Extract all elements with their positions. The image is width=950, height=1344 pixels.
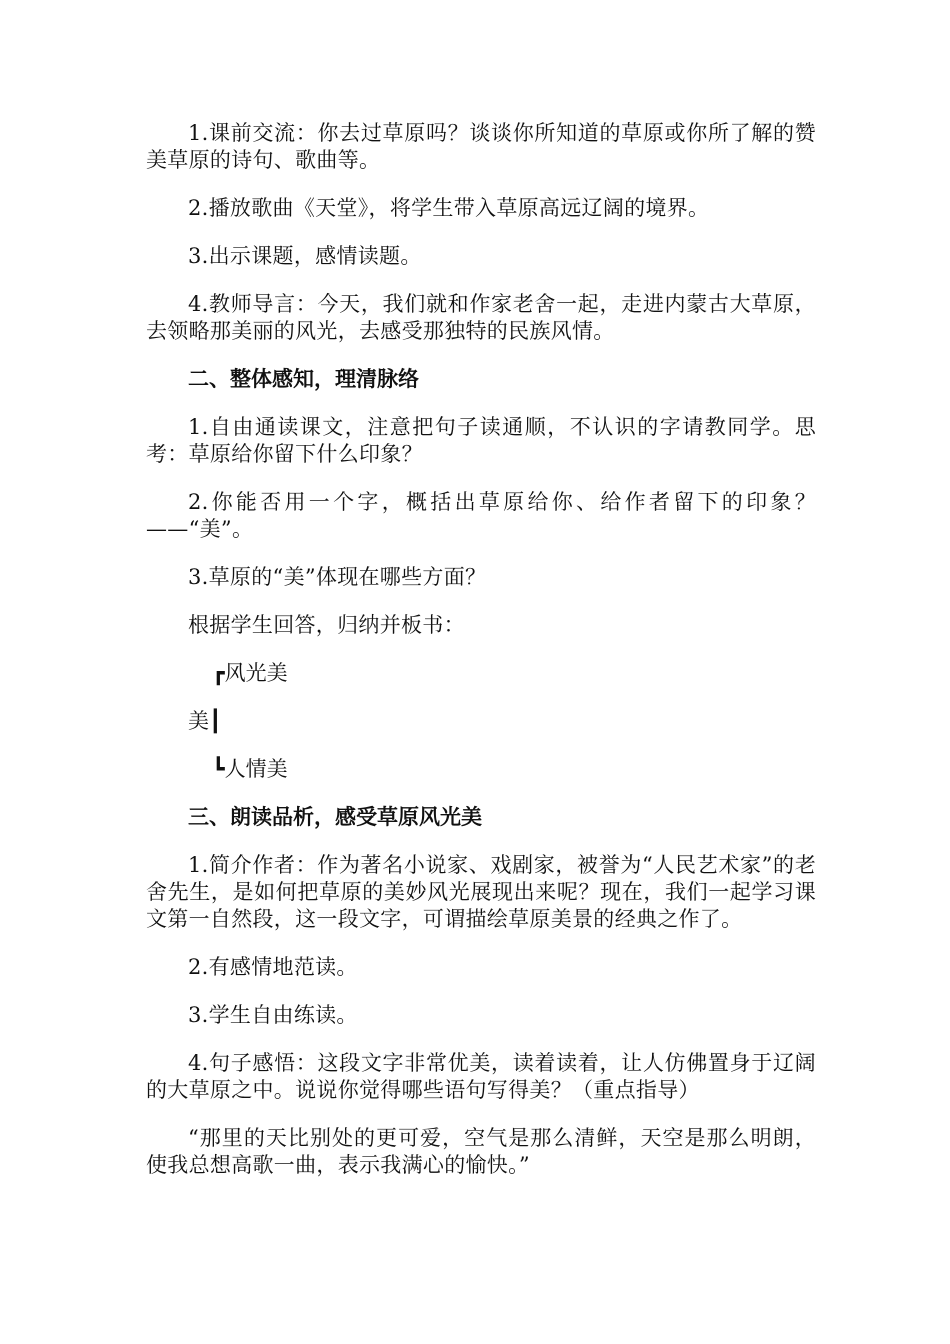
board-line-scenery: ┏风光美 — [212, 661, 288, 685]
paragraph-show-title: 3.出示课题，感情读题。 — [188, 244, 422, 268]
section-heading-2: 二、整体感知，理清脉络 — [188, 367, 419, 391]
paragraph-play-song: 2.播放歌曲《天堂》，将学生带入草原高远辽阔的境界。 — [188, 196, 710, 220]
paragraph-sentence-insight: 4.句子感悟：这段文字非常优美，读着读着，让人仿佛置身于辽阔的大草原之中。说说你觉得哪些语句写得美？（重点指导） — [146, 1051, 816, 1102]
paragraph-pre-class-talk: 1.课前交流：你去过草原吗？谈谈你所知道的草原或你所了解的赞美草原的诗句、歌曲等。 — [146, 121, 816, 172]
paragraph-free-reading: 1.自由通读课文，注意把句子读通顺，不认识的字请教同学。思考：草原给你留下什么印象？ — [146, 415, 816, 466]
board-line-people: ┗人情美 — [212, 757, 288, 781]
paragraph-author-intro: 1.简介作者：作为著名小说家、戏剧家，被誉为“人民艺术家”的老舍先生，是如何把草原的美妙风光展现出来呢？现在，我们一起学习课文第一自然段，这一段文字，可谓描绘草原美景的经典之作了。 — [146, 853, 816, 931]
paragraph-board-intro: 根据学生回答，归纳并板书： — [188, 613, 465, 637]
section-heading-3: 三、朗读品析，感受草原风光美 — [188, 805, 482, 829]
paragraph-free-practice: 3.学生自由练读。 — [188, 1003, 358, 1027]
board-line-beauty: 美┃ — [188, 709, 222, 733]
paragraph-quote: “那里的天比别处的更可爱，空气是那么清鲜，天空是那么明朗，使我总想高歌一曲，表示我满心的愉快。” — [146, 1126, 816, 1177]
paragraph-model-reading: 2.有感情地范读。 — [188, 955, 358, 979]
paragraph-teacher-intro: 4.教师导言：今天，我们就和作家老舍一起，走进内蒙古大草原，去领略那美丽的风光，去感受那独特的民族风情。 — [146, 292, 816, 343]
document-page — [146, 120, 816, 1200]
paragraph-one-word: 2.你能否用一个字，概括出草原给你、给作者留下的印象？——“美”。 — [146, 490, 816, 541]
paragraph-beauty-aspects: 3.草原的“美”体现在哪些方面？ — [188, 565, 487, 589]
